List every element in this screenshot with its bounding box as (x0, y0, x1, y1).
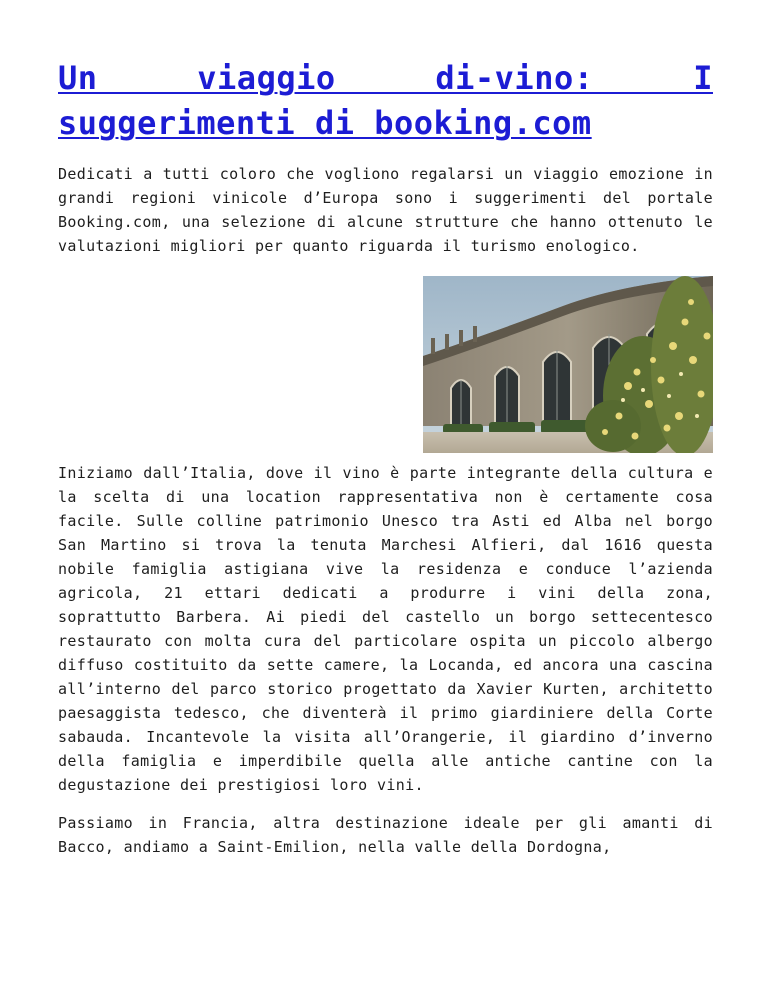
intro-paragraph: Dedicati a tutti coloro che vogliono regalarsi un viaggio emozione in grandi regioni vinicole d’Europa sono i suggerimenti del portale Booking.com, una selezione di alcune strutture che hanno ottenuto le valutazioni migliori per quanto riguarda il turismo enologico. (58, 165, 713, 255)
body-paragraph-italy: Iniziamo dall’Italia, dove il vino è parte integrante della cultura e la scelta di una location rappresentativa non è certamente cosa facile. Sulle colline patrimonio Unesco tra Asti ed Alba nel borgo San Martino si trova la tenuta Marchesi Alfieri, dal 1616 questa nobile famiglia astigiana vive la residenza e conduce l’azienda agricola, 21 ettari dedicati a produrre i vini della zona, soprattutto Barbera. Ai piedi del castello un borgo settecentesco restaurato con molta cura del particolare ospita un piccolo albergo diffuso costituito da sette camere, la Locanda, ed ancora una cascina all’interno del parco storico progettato da Xavier Kurten, architetto paesaggista tedesco, che diventerà il primo giardiniere della Corte sabauda. Incantevole la visita all’Orangerie, il giardino d’inverno della famiglia e imperdibile quella alle antiche cantine con la degustazione dei prestigiosi loro vini. (58, 464, 713, 794)
orangerie-photo (423, 276, 713, 453)
article (58, 56, 713, 859)
article-title-link[interactable]: Un viaggio di-vino: I suggerimenti di booking.com (58, 59, 713, 142)
body-paragraph-france: Passiamo in Francia, altra destinazione ideale per gli amanti di Bacco, andiamo a Saint-Emilion, nella valle della Dordogna, (58, 814, 713, 856)
article-title (58, 56, 713, 146)
